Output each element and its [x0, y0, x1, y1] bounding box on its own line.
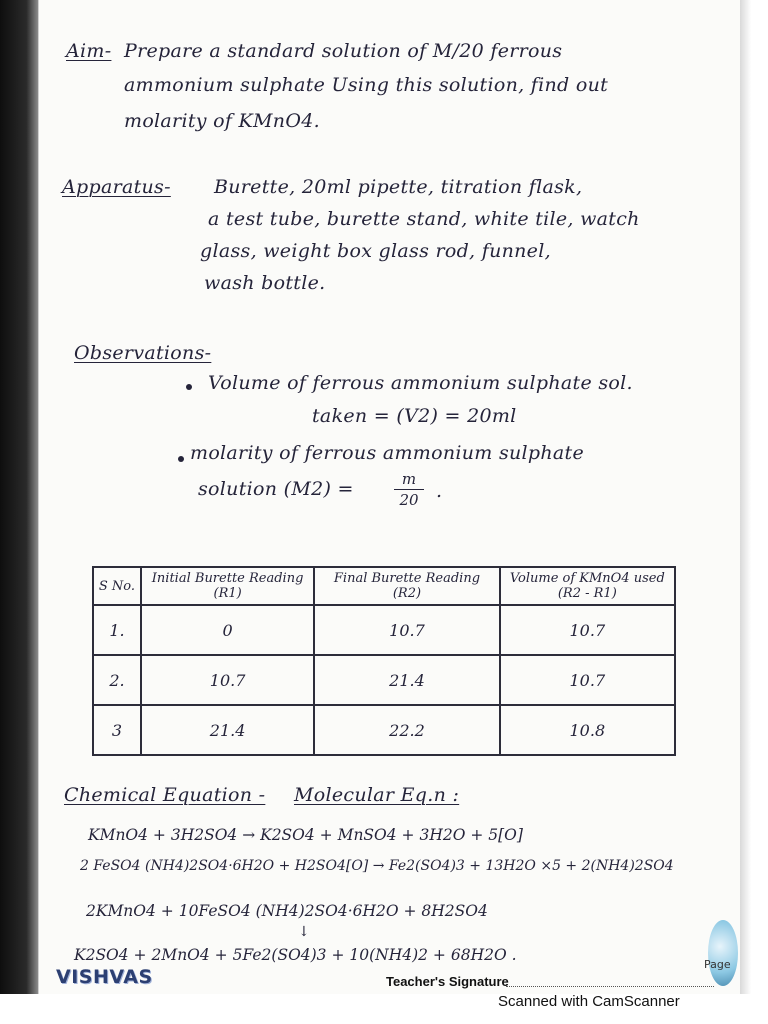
aim-line-3: molarity of KMnO4. — [124, 110, 320, 132]
down-arrow-icon: ↓ — [298, 924, 311, 940]
bullet-dot — [178, 456, 184, 462]
cell-volume: 10.7 — [500, 605, 675, 655]
observation-1-line-1: Volume of ferrous ammonium sulphate sol. — [208, 372, 633, 394]
cell-sno: 3 — [93, 705, 141, 755]
apparatus-line-4: wash bottle. — [204, 272, 326, 294]
cell-sno: 2. — [93, 655, 141, 705]
equation-2: 2 FeSO4 (NH4)2SO4·6H2O + H2SO4[O] → Fe2(SO4)3 + 13H2O ×5 + 2(NH4)2SO4 — [80, 858, 674, 874]
table-row — [93, 705, 675, 755]
fraction-numerator: m — [401, 470, 417, 488]
equation-4: K2SO4 + 2MnO4 + 5Fe2(SO4)3 + 10(NH4)2 + 68H2O . — [74, 946, 517, 964]
bullet-dot — [186, 384, 192, 390]
table-header-row — [93, 567, 675, 605]
signature-line — [506, 986, 714, 987]
chemical-equation-heading: Chemical Equation - — [64, 784, 266, 806]
apparatus-line-1: Burette, 20ml pipette, titration flask, — [214, 176, 583, 198]
header-initial-reading: Initial Burette Reading (R1) — [141, 567, 314, 605]
equation-1: KMnO4 + 3H2SO4 → K2SO4 + MnSO4 + 3H2O + 5[O] — [88, 826, 523, 844]
header-final-reading: Final Burette Reading (R2) — [314, 567, 499, 605]
header-volume-used: Volume of KMnO4 used (R2 - R1) — [500, 567, 675, 605]
cell-initial: 21.4 — [141, 705, 314, 755]
cell-final: 22.2 — [314, 705, 499, 755]
teacher-signature-label: Teacher's Signature — [386, 974, 509, 989]
aim-line-1: Prepare a standard solution of M/20 ferrous — [124, 40, 563, 62]
cell-volume: 10.7 — [500, 655, 675, 705]
cell-initial: 10.7 — [141, 655, 314, 705]
page-mark: Page — [704, 958, 731, 971]
brand-logo: VISHVAS — [56, 966, 153, 988]
cell-volume: 10.8 — [500, 705, 675, 755]
apparatus-line-2: a test tube, burette stand, white tile, watch — [208, 208, 640, 230]
apparatus-line-3: glass, weight box glass rod, funnel, — [200, 240, 551, 262]
notebook-page — [38, 0, 742, 998]
observation-1-line-2: taken = (V2) = 20ml — [312, 405, 517, 427]
molecular-equation-heading: Molecular Eq.n : — [294, 784, 460, 806]
scan-right-edge — [740, 0, 768, 1024]
equation-3: 2KMnO4 + 10FeSO4 (NH4)2SO4·6H2O + 8H2SO4 — [86, 902, 488, 920]
fraction-bar — [394, 489, 424, 490]
table-row — [93, 605, 675, 655]
aim-line-2: ammonium sulphate Using this solution, find out — [124, 74, 609, 96]
fraction-tail: . — [436, 480, 443, 502]
observation-2-line-2: solution (M2) = — [198, 478, 354, 500]
cell-initial: 0 — [141, 605, 314, 655]
blue-sticker-decoration — [708, 920, 738, 986]
molarity-fraction — [394, 470, 424, 509]
scanner-watermark: Scanned with CamScanner — [498, 993, 680, 1010]
fraction-denominator: 20 — [399, 491, 419, 509]
observation-table — [92, 566, 676, 756]
observations-heading: Observations- — [74, 342, 212, 364]
observation-2-line-1: molarity of ferrous ammonium sulphate — [190, 442, 585, 464]
header-sno: S No. — [93, 567, 141, 605]
table-row — [93, 655, 675, 705]
cell-final: 21.4 — [314, 655, 499, 705]
cell-final: 10.7 — [314, 605, 499, 655]
cell-sno: 1. — [93, 605, 141, 655]
aim-heading: Aim- — [66, 40, 112, 62]
apparatus-heading: Apparatus- — [62, 176, 171, 198]
